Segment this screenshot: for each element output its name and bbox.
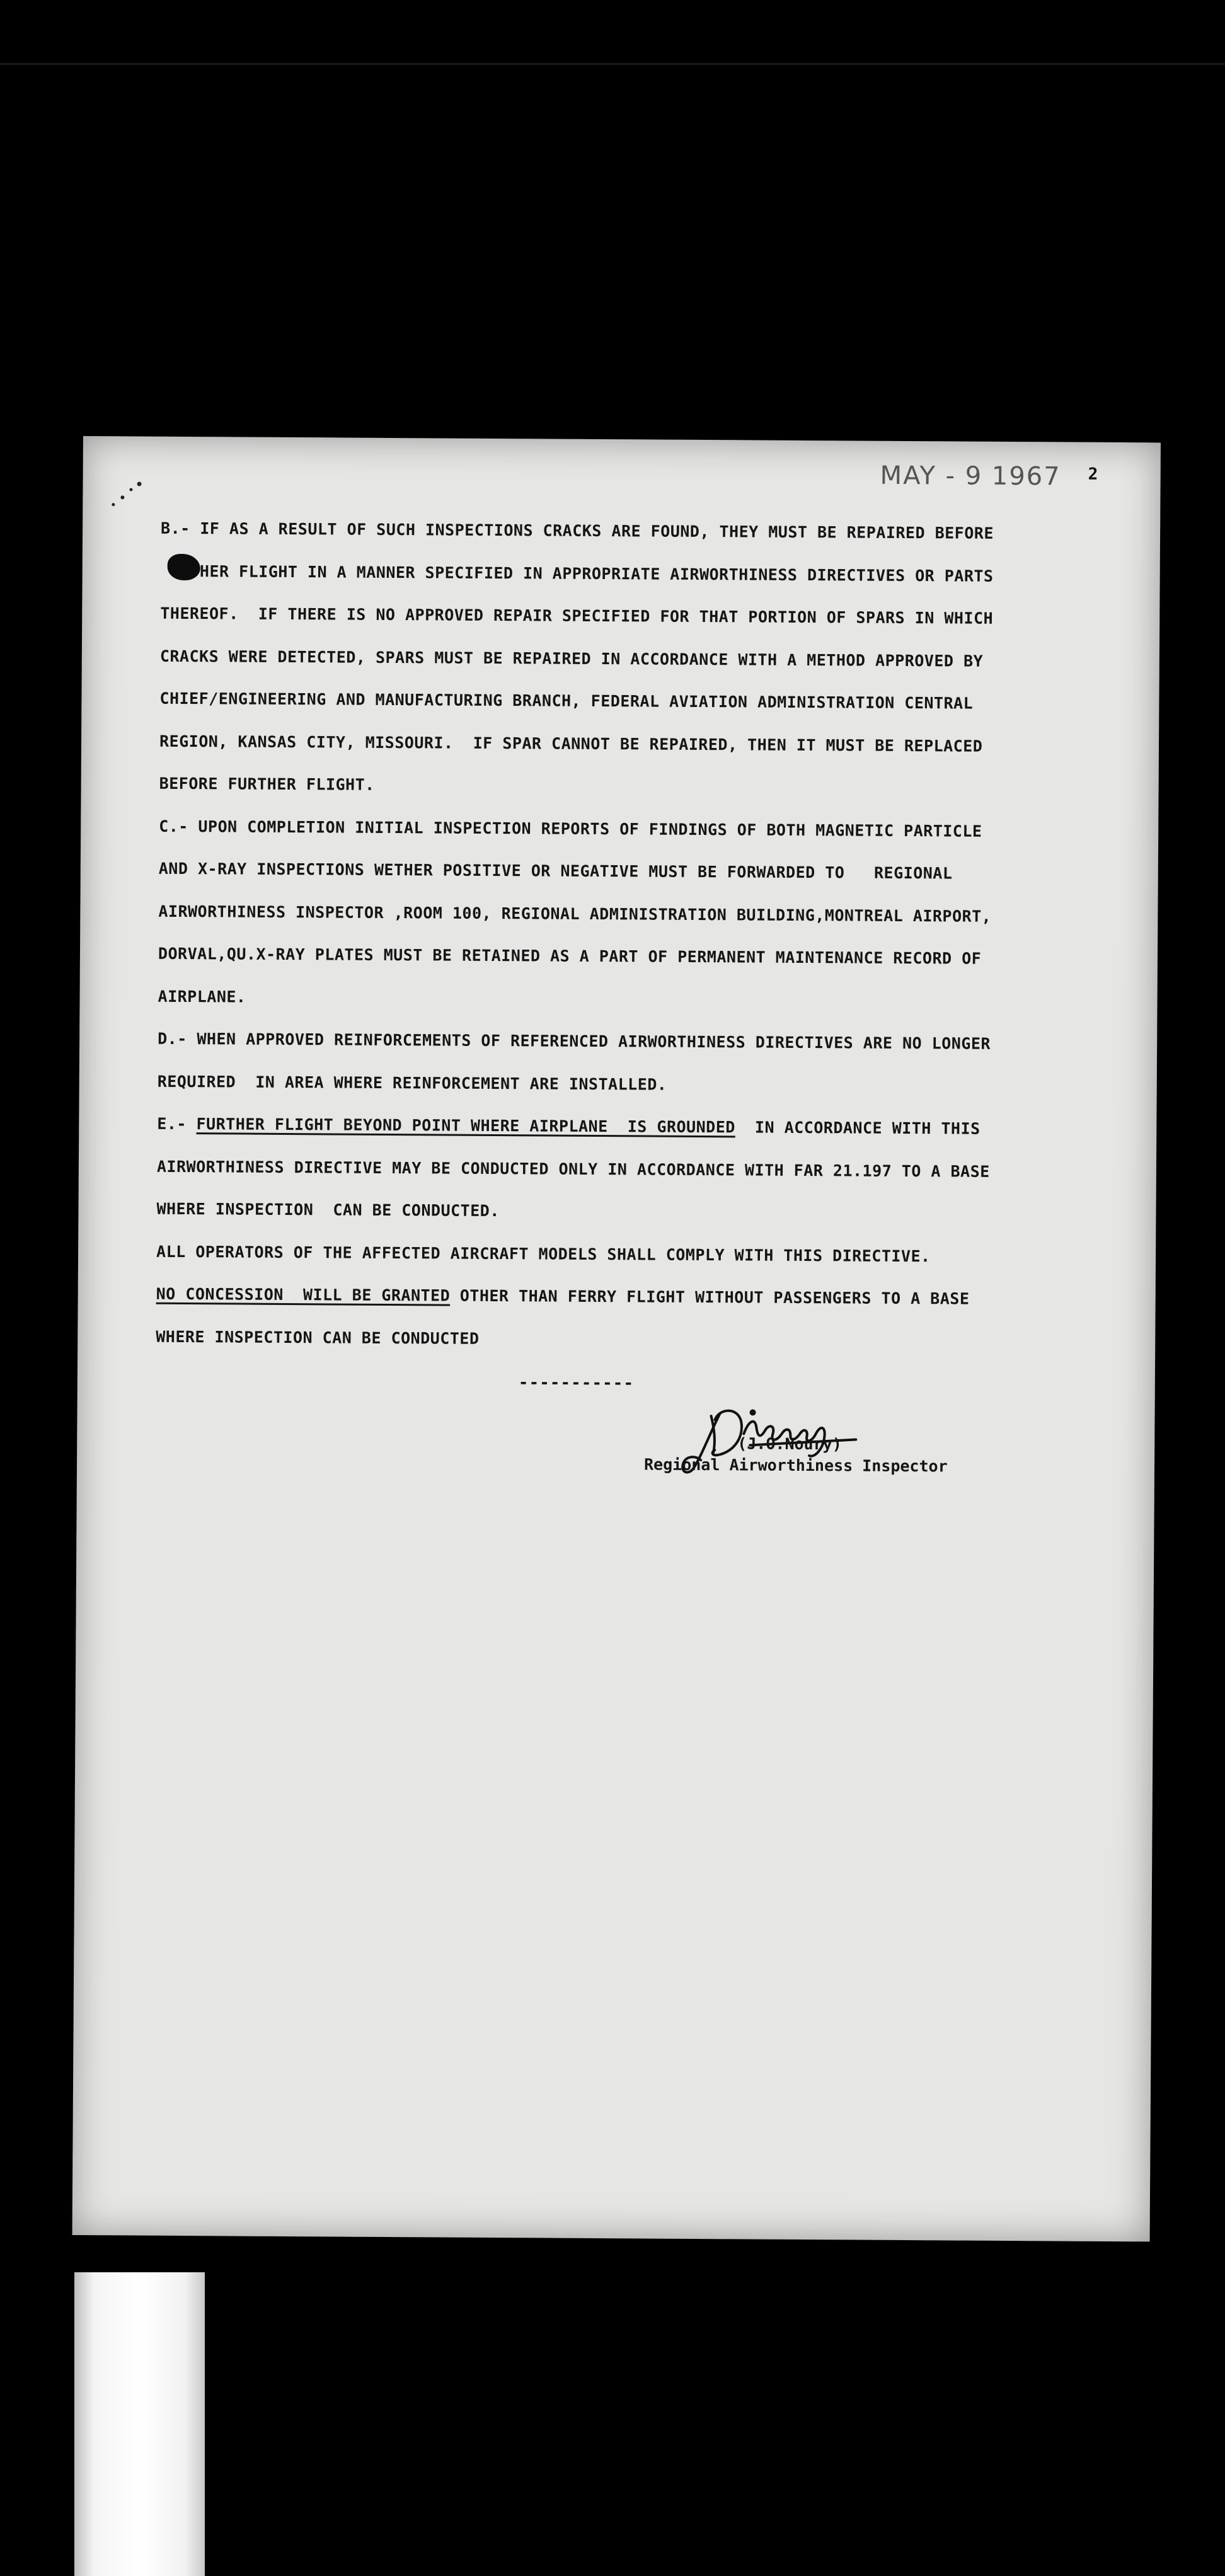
para-c-line: AND X-RAY INSPECTIONS WETHER POSITIVE OR NEGATIVE MUST BE FORWARDED TO REGIONAL [158, 859, 953, 883]
concession-line [156, 1273, 1139, 1321]
signatory-title: Regional Airworthiness Inspector [643, 1455, 948, 1476]
document-page [72, 436, 1161, 2241]
para-b-line: THEREOF. IF THERE IS NO APPROVED REPAIR SPECIFIED FOR THAT PORTION OF SPARS IN WHICH [160, 604, 994, 628]
signatory-name: (J.O.Noury) [737, 1434, 842, 1454]
para-b-line: CHIEF/ENGINEERING AND MANUFACTURING BRANCH, FEDERAL AVIATION ADMINISTRATION CENTRAL [159, 689, 974, 713]
para-d-line: D.- WHEN APPROVED REINFORCEMENTS OF REFERENCED AIRWORTHINESS DIRECTIVES ARE NO LONGER [158, 1029, 991, 1053]
para-b-line: HER FLIGHT IN A MANNER SPECIFIED IN APPROPRIATE AIRWORTHINESS DIRECTIVES OR PARTS [160, 561, 994, 585]
film-edge-line [0, 63, 1225, 65]
document-body [156, 507, 1144, 1364]
all-operators-line: ALL OPERATORS OF THE AFFECTED AIRCRAFT MODELS SHALL COMPLY WITH THIS DIRECTIVE. [156, 1242, 931, 1265]
para-d-line: REQUIRED IN AREA WHERE REINFORCEMENT ARE INSTALLED. [157, 1072, 667, 1094]
page-number: 2 [1088, 464, 1098, 484]
para-e-prefix: E.- [157, 1114, 197, 1134]
para-c-line: AIRWORTHINESS INSPECTOR ,ROOM 100, REGIONAL ADMINISTRATION BUILDING,MONTREAL AIRPORT, [158, 902, 992, 926]
para-e-first-line [157, 1103, 1140, 1151]
separator-dashes: ----------- [518, 1373, 635, 1393]
para-e-underlined: FURTHER FLIGHT BEYOND POINT WHERE AIRPLANE IS GROUNDED [196, 1115, 735, 1137]
para-b-line: B.- IF AS A RESULT OF SUCH INSPECTIONS CRACKS ARE FOUND, THEY MUST BE REPAIRED BEFORE [161, 519, 994, 543]
para-c-line: AIRPLANE. [158, 987, 246, 1006]
para-b-line: CRACKS WERE DETECTED, SPARS MUST BE REPAIRED IN ACCORDANCE WITH A METHOD APPROVED BY [159, 647, 984, 670]
para-e-rest: IN ACCORDANCE WITH THIS [735, 1118, 981, 1138]
para-e-line: WHERE INSPECTION CAN BE CONDUCTED. [156, 1199, 500, 1221]
para-b-line: REGION, KANSAS CITY, MISSOURI. IF SPAR CANNOT BE REPAIRED, THEN IT MUST BE REPLACED [159, 732, 983, 756]
para-c-line: C.- UPON COMPLETION INITIAL INSPECTION REPORTS OF FINDINGS OF BOTH MAGNETIC PARTICLE [159, 817, 982, 841]
concession-underlined: NO CONCESSION WILL BE GRANTED [156, 1284, 451, 1305]
concession-rest: OTHER THAN FERRY FLIGHT WITHOUT PASSENGERS TO A BASE [450, 1286, 970, 1308]
date-stamp: MAY - 9 1967 [880, 461, 1061, 492]
para-e-line: AIRWORTHINESS DIRECTIVE MAY BE CONDUCTED ONLY IN ACCORDANCE WITH FAR 21.197 TO A BASE [156, 1157, 990, 1181]
para-b-line: BEFORE FURTHER FLIGHT. [159, 774, 375, 794]
film-leader-light-strip [74, 2272, 205, 2576]
para-c-line: DORVAL,QU.X-RAY PLATES MUST BE RETAINED AS A PART OF PERMANENT MAINTENANCE RECORD OF [158, 944, 982, 968]
concession-line-2: WHERE INSPECTION CAN BE CONDUCTED [156, 1327, 480, 1348]
